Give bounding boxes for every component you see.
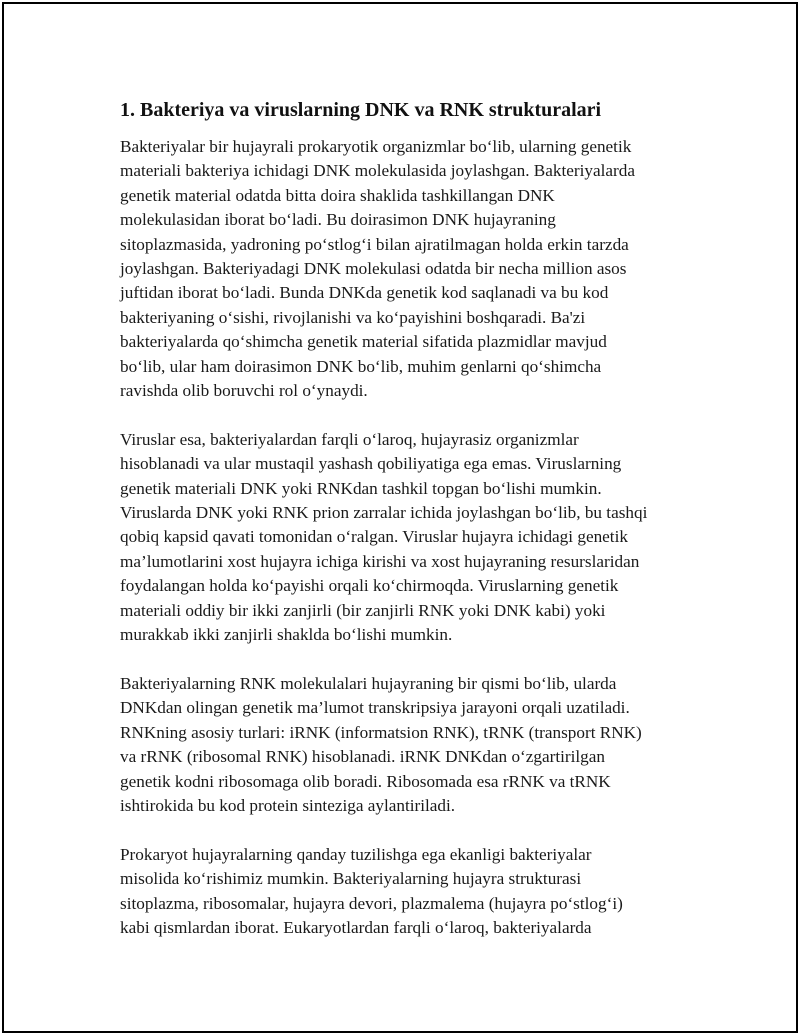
text-line: foydalangan holda ko‘payishi orqali ko‘chirmoqda. Viruslarning genetik [120, 576, 619, 596]
text-line: ishtirokida bu kod protein sinteziga aylantiriladi. [120, 795, 456, 815]
text-line: bo‘lib, ular ham doirasimon DNK bo‘lib, muhim genlarni qo‘shimcha [120, 356, 602, 376]
section-heading: 1. Bakteriya va viruslarning DNK va RNK strukturalari [120, 99, 602, 121]
text-line: genetik materiali DNK yoki RNKdan tashkil topgan bo‘lishi mumkin. [120, 478, 602, 498]
text-line: Prokaryot hujayralarning qanday tuzilishga ega ekanligi bakteriyalar [120, 844, 592, 864]
text-line: materiali oddiy bir ikki zanjirli (bir zanjirli RNK yoki DNK kabi) yoki [120, 600, 606, 620]
paragraph-list [120, 135, 695, 940]
page-frame [2, 2, 798, 1033]
text-line: joylashgan. Bakteriyadagi DNK molekulasi odatda bir necha million asos [120, 259, 627, 279]
text-line: misolida ko‘rishimiz mumkin. Bakteriyalarning hujayra strukturasi [120, 869, 582, 889]
text-line: juftidan iborat bo‘ladi. Bunda DNKda genetik kod saqlanadi va bu kod [120, 283, 609, 303]
text-line: sitoplazma, ribosomalar, hujayra devori, plazmalema (hujayra po‘stlog‘i) [120, 893, 623, 913]
text-line: Viruslarda DNK yoki RNK prion zarralar ichida joylashgan bo‘lib, bu tashqi [120, 503, 648, 523]
text-line: Bakteriyalarning RNK molekulalari hujayraning bir qismi bo‘lib, ularda [120, 673, 617, 693]
text-line: genetik kodni ribosomaga olib boradi. Ribosomada esa rRNK va tRNK [120, 771, 611, 791]
text-line: bakteriyaning o‘sishi, rivojlanishi va ko‘payishini boshqaradi. Ba'zi [120, 307, 586, 327]
text-line: genetik material odatda bitta doira shaklida tashkillangan DNK [120, 185, 555, 205]
text-line: DNKdan olingan genetik ma’lumot transkripsiya jarayoni orqali uzatiladi. [120, 698, 630, 718]
text-line: qobiq kapsid qavati tomonidan o‘ralgan. Viruslar hujayra ichidagi genetik [120, 527, 628, 547]
text-line: kabi qismlardan iborat. Eukaryotlardan farqli o‘laroq, bakteriyalarda [120, 917, 592, 937]
text-line: Bakteriyalar bir hujayrali prokaryotik organizmlar bo‘lib, ularning genetik [120, 137, 632, 156]
paragraph [120, 843, 695, 941]
text-line: ravishda olib boruvchi rol o‘ynaydi. [120, 381, 368, 401]
text-line: molekulasidan iborat bo‘ladi. Bu doirasimon DNK hujayraning [120, 210, 556, 230]
document-body [120, 96, 695, 965]
text-line: ma’lumotlarini xost hujayra ichiga kirishi va xost hujayraning resurslaridan [120, 551, 640, 571]
text-line: hisoblanadi va ular mustaqil yashash qobiliyatiga ega emas. Viruslarning [120, 454, 622, 474]
text-line: bakteriyalarda qo‘shimcha genetik material sifatida plazmidlar mavjud [120, 332, 607, 352]
paragraph [120, 428, 695, 648]
text-line: va rRNK (ribosomal RNK) hisoblanadi. iRNK DNKdan o‘zgartirilgan [120, 747, 605, 767]
text-line: Viruslar esa, bakteriyalardan farqli o‘laroq, hujayrasiz organizmlar [120, 429, 579, 449]
text-line: materiali bakteriya ichidagi DNK molekulasida joylashgan. Bakteriyalarda [120, 161, 635, 181]
text-line: sitoplazmasida, yadroning po‘stlog‘i bilan ajratilmagan holda erkin tarzda [120, 234, 629, 254]
paragraph [120, 135, 695, 403]
text-line: murakkab ikki zanjirli shaklda bo‘lishi mumkin. [120, 625, 453, 645]
text-line: RNKning asosiy turlari: iRNK (informatsion RNK), tRNK (transport RNK) [120, 722, 642, 742]
paragraph [120, 672, 695, 818]
